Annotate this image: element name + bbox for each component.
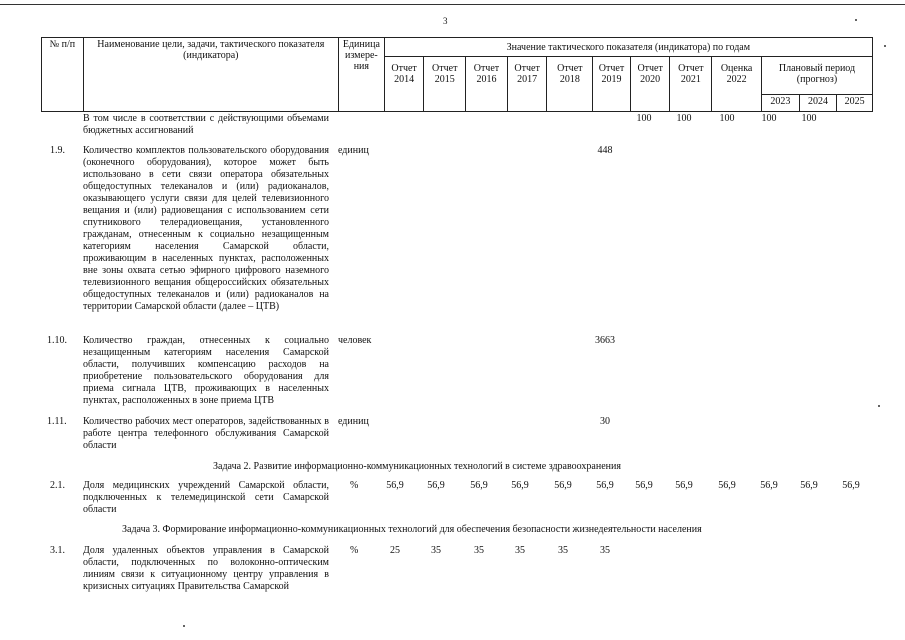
row-name: Количество граждан, отнесенных к социально незащищенным категориям населения Самарской области, получивших компенсацию расходов на приобретение пользовательского оборудования для приема сигнала ЦТВ, проживающих в населенных пунктах, расположенных в зоне приема ЦТВ xyxy=(83,335,329,406)
row-value: 100 xyxy=(719,113,735,124)
page-number: 3 xyxy=(443,16,448,26)
col-unit-header: Единица измере-ния xyxy=(338,38,384,112)
row-value: 56,9 xyxy=(427,480,445,491)
row-unit: % xyxy=(350,480,359,491)
year-header: Оценка 2022 xyxy=(712,57,762,112)
col-num-header: № п/п xyxy=(42,38,84,112)
plan-year-header: 2023 xyxy=(762,95,800,112)
row-value: 100 xyxy=(676,113,692,124)
plan-year-header: 2024 xyxy=(799,95,837,112)
plan-header: Плановый период (прогноз) xyxy=(762,57,873,95)
row-value: 30 xyxy=(600,416,610,427)
row-value: 25 xyxy=(390,545,400,556)
col-values-header: Значение тактического показателя (индикатора) по годам xyxy=(384,38,872,57)
row-unit: единиц xyxy=(338,416,369,427)
row-value: 56,9 xyxy=(596,480,614,491)
scan-speck xyxy=(183,625,185,627)
row-value: 56,9 xyxy=(800,480,818,491)
row-value: 100 xyxy=(636,113,652,124)
row-unit: единиц xyxy=(338,145,369,156)
row-value: 56,9 xyxy=(718,480,736,491)
row-num: 1.10. xyxy=(47,335,67,346)
year-header: Отчет 2018 xyxy=(547,57,593,112)
row-num: 1.9. xyxy=(50,145,65,156)
row-num: 2.1. xyxy=(50,480,65,491)
row-value: 56,9 xyxy=(470,480,488,491)
row-value: 448 xyxy=(597,145,613,156)
row-name: Доля удаленных объектов управления в Самарской области, подключенных по волоконно-оптическим линиям связи к ситуационному центру управления в кризисных ситуациях Правительства Самарской xyxy=(83,545,329,592)
row-value: 56,9 xyxy=(675,480,693,491)
row-name: Количество комплектов пользовательского оборудования (оконечного оборудования), которое может быть использовано в сети связи оператора обязательных общедоступных телеканалов и (или) радиоканалов, оказывающего услуги связи для целей телевизионного вещания и (или) радиовещания с использованием сети спутникового телерадиовещания, установленного гражданам, отнесенным к социально незащищенным категориям населения Самарской области, проживающим в населенных пунктах, расположенных вне зоны охвата сетью эфирного цифрового наземного телевизионного вещания общероссийских обязательных общедоступных телеканалов и (или) радиоканалов на территории Самарской области (далее – ЦТВ) xyxy=(83,145,329,312)
task-2-heading: Задача 2. Развитие информационно-коммуникационных технологий в системе здравоохранения xyxy=(213,461,621,472)
scan-speck xyxy=(884,45,886,47)
col-name-header: Наименование цели, задачи, тактического показателя (индикатора) xyxy=(83,38,338,112)
table-header xyxy=(41,37,873,112)
row-unit: % xyxy=(350,545,359,556)
row-value: 56,9 xyxy=(760,480,778,491)
row-value: 56,9 xyxy=(554,480,572,491)
year-header: Отчет 2015 xyxy=(424,57,466,112)
year-header: Отчет 2021 xyxy=(670,57,712,112)
row-name: Количество рабочих мест операторов, задействованных в работе центра телефонного обслуживания Самарской области xyxy=(83,416,329,451)
row-num: 1.11. xyxy=(47,416,67,427)
row-value: 56,9 xyxy=(386,480,404,491)
year-header: Отчет 2016 xyxy=(466,57,508,112)
row-value: 100 xyxy=(801,113,817,124)
year-header: Отчет 2014 xyxy=(384,57,424,112)
row-name: Доля медицинских учреждений Самарской области, подключенных к телемедицинской сети Самарской области xyxy=(83,480,329,515)
scan-speck xyxy=(878,405,880,407)
plan-year-header: 2025 xyxy=(837,95,873,112)
row-value: 35 xyxy=(558,545,568,556)
row-value: 3663 xyxy=(595,335,615,346)
row-unit: человек xyxy=(338,335,372,346)
year-header: Отчет 2020 xyxy=(630,57,670,112)
row-value: 100 xyxy=(761,113,777,124)
row-value: 56,9 xyxy=(842,480,860,491)
row-num: 3.1. xyxy=(50,545,65,556)
row-value: 35 xyxy=(431,545,441,556)
row-value: 35 xyxy=(600,545,610,556)
row-name: В том числе в соответствии с действующими объемами бюджетных ассигнований xyxy=(83,113,329,136)
row-value: 56,9 xyxy=(635,480,653,491)
row-value: 56,9 xyxy=(511,480,529,491)
row-value: 35 xyxy=(474,545,484,556)
top-rule xyxy=(0,4,905,5)
year-header: Отчет 2019 xyxy=(593,57,631,112)
task-3-heading: Задача 3. Формирование информационно-коммуникационных технологий для обеспечения безопасности жизнедеятельности населения xyxy=(122,524,702,535)
year-header: Отчет 2017 xyxy=(507,57,547,112)
row-value: 35 xyxy=(515,545,525,556)
scan-speck xyxy=(855,19,857,21)
